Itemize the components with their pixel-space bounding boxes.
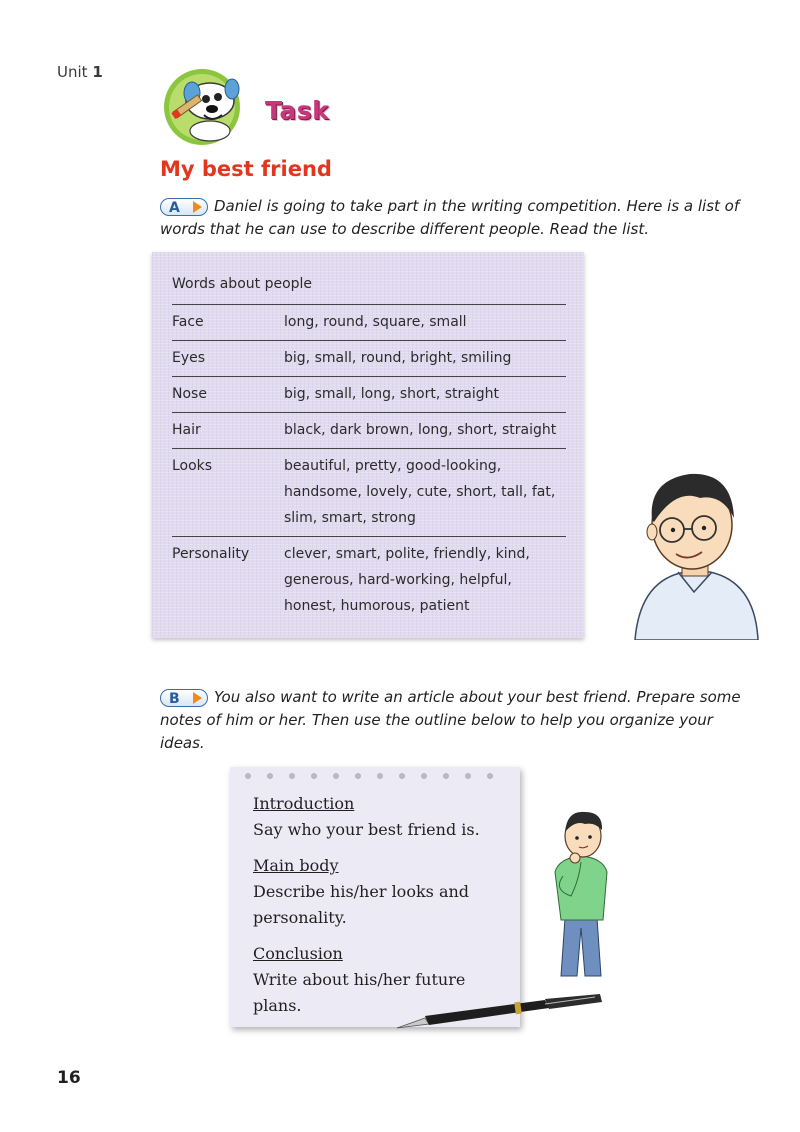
main-body-text: Describe his/her looks and personality. bbox=[253, 882, 470, 927]
conclusion-heading: Conclusion bbox=[253, 944, 343, 963]
row-words: beautiful, pretty, good-looking, handsome, lovely, cute, short, tall, fat, slim, smart, strong bbox=[284, 458, 556, 526]
word-list-paper bbox=[152, 252, 584, 638]
dog-mascot-icon bbox=[160, 63, 270, 148]
part-a-badge: A bbox=[160, 198, 208, 216]
conclusion-text: Write about his/her future plans. bbox=[253, 970, 466, 1015]
instruction-b bbox=[160, 686, 752, 755]
daniel-illustration-icon bbox=[630, 460, 760, 640]
row-words: clever, smart, polite, friendly, kind, generous, hard-working, helpful, honest, humorous, patient bbox=[284, 546, 530, 614]
row-words: long, round, square, small bbox=[284, 314, 467, 330]
thinking-boy-illustration-icon bbox=[545, 800, 620, 980]
word-table bbox=[172, 276, 566, 624]
play-arrow-icon bbox=[193, 692, 202, 704]
unit-label: Unit 1 bbox=[57, 63, 103, 81]
table-row bbox=[172, 377, 566, 413]
task-title: Task bbox=[265, 96, 330, 125]
row-words: black, dark brown, long, short, straight bbox=[284, 422, 557, 438]
intro-heading: Introduction bbox=[253, 794, 355, 813]
part-b-badge: B bbox=[160, 689, 208, 707]
row-words: big, small, long, short, straight bbox=[284, 386, 500, 402]
section-title: My best friend bbox=[160, 157, 332, 181]
main-body-heading: Main body bbox=[253, 856, 339, 875]
play-arrow-icon bbox=[193, 201, 202, 213]
table-row bbox=[172, 413, 566, 449]
outline-note bbox=[230, 767, 520, 1027]
instruction-a bbox=[160, 195, 752, 241]
row-label: Nose bbox=[172, 386, 207, 402]
table-row bbox=[172, 449, 566, 537]
row-label: Personality bbox=[172, 546, 250, 562]
page-number: 16 bbox=[57, 1068, 81, 1088]
table-row bbox=[172, 305, 566, 341]
fountain-pen-icon bbox=[395, 994, 605, 1032]
unit-number: 1 bbox=[92, 63, 103, 81]
spiral-holes-icon bbox=[240, 769, 510, 783]
intro-text: Say who your best friend is. bbox=[253, 820, 480, 839]
table-row bbox=[172, 341, 566, 377]
instruction-b-text: You also want to write an article about your best friend. Prepare some notes of him or her. Then use the outline below to help you organize your ideas. bbox=[160, 688, 741, 752]
word-table-heading: Words about people bbox=[172, 276, 566, 305]
row-label: Hair bbox=[172, 422, 201, 438]
row-label: Eyes bbox=[172, 350, 206, 366]
instruction-a-text: Daniel is going to take part in the writing competition. Here is a list of words that he can use to describe different people. Read the list. bbox=[160, 197, 740, 238]
row-words: big, small, round, bright, smiling bbox=[284, 350, 512, 366]
row-label: Looks bbox=[172, 458, 213, 474]
table-row bbox=[172, 537, 566, 624]
row-label: Face bbox=[172, 314, 204, 330]
